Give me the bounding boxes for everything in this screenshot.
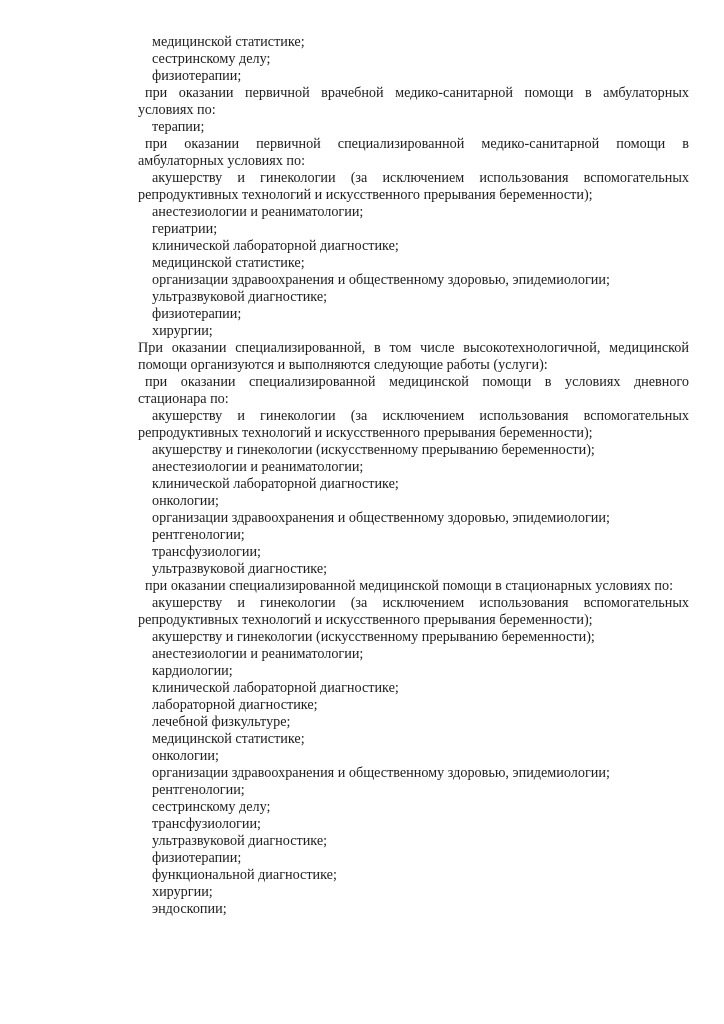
list-item: организации здравоохранения и общественному здоровью, эпидемиологии; <box>152 272 610 288</box>
list-item: клинической лабораторной диагностике; <box>152 680 399 696</box>
list-item: акушерству и гинекологии (за исключением использования вспомогательных репродуктивных технологий и искусственного прерывания беременности); <box>138 408 689 441</box>
section-heading: При оказании специализированной, в том числе высокотехнологичной, медицинской помощи организуются и выполняются следующие работы (услуги): <box>138 340 689 373</box>
section-lead: при оказании первичной специализированной медико-санитарной помощи в амбулаторных условиях по: <box>138 136 689 169</box>
section-lead: при оказании специализированной медицинской помощи в условиях дневного стационара по: <box>138 374 689 407</box>
list-item: трансфузиологии; <box>152 544 261 560</box>
list-item: ультразвуковой диагностике; <box>152 833 328 849</box>
list-item: терапии; <box>152 119 205 135</box>
list-item: гериатрии; <box>152 221 218 237</box>
section-lead: при оказании первичной врачебной медико-санитарной помощи в амбулаторных условиях по: <box>138 85 689 118</box>
list-item: анестезиологии и реаниматологии; <box>152 459 364 475</box>
list-item: медицинской статистике; <box>152 255 305 271</box>
list-item: клинической лабораторной диагностике; <box>152 476 399 492</box>
list-item: рентгенологии; <box>152 782 245 798</box>
list-item: лабораторной диагностике; <box>152 697 318 713</box>
list-item: ультразвуковой диагностике; <box>152 289 328 305</box>
list-item: клинической лабораторной диагностике; <box>152 238 399 254</box>
list-item: функциональной диагностике; <box>152 867 337 883</box>
list-item: сестринскому делу; <box>152 799 271 815</box>
list-item: анестезиологии и реаниматологии; <box>152 646 364 662</box>
list-item: медицинской статистике; <box>152 34 305 50</box>
list-item: акушерству и гинекологии (за исключением использования вспомогательных репродуктивных технологий и искусственного прерывания беременности); <box>138 170 689 203</box>
list-item: ультразвуковой диагностике; <box>152 561 328 577</box>
list-item: медицинской статистике; <box>152 731 305 747</box>
list-item: акушерству и гинекологии (искусственному прерыванию беременности); <box>152 629 595 645</box>
list-item: онкологии; <box>152 493 219 509</box>
list-item: физиотерапии; <box>152 306 242 322</box>
list-item: акушерству и гинекологии (за исключением использования вспомогательных репродуктивных технологий и искусственного прерывания беременности); <box>138 595 689 628</box>
list-item: лечебной физкультуре; <box>152 714 291 730</box>
list-item: сестринскому делу; <box>152 51 271 67</box>
list-item: акушерству и гинекологии (искусственному прерыванию беременности); <box>152 442 595 458</box>
list-item: организации здравоохранения и общественному здоровью, эпидемиологии; <box>152 765 610 781</box>
document-page <box>138 34 689 918</box>
section-lead: при оказании специализированной медицинской помощи в стационарных условиях по: <box>145 578 674 594</box>
list-item: кардиологии; <box>152 663 233 679</box>
list-item: хирургии; <box>152 323 213 339</box>
list-item: трансфузиологии; <box>152 816 261 832</box>
list-item: хирургии; <box>152 884 213 900</box>
list-item: онкологии; <box>152 748 219 764</box>
list-item: анестезиологии и реаниматологии; <box>152 204 364 220</box>
list-item: физиотерапии; <box>152 68 242 84</box>
list-item: организации здравоохранения и общественному здоровью, эпидемиологии; <box>152 510 610 526</box>
list-item: рентгенологии; <box>152 527 245 543</box>
list-item: физиотерапии; <box>152 850 242 866</box>
list-item: эндоскопии; <box>152 901 227 917</box>
